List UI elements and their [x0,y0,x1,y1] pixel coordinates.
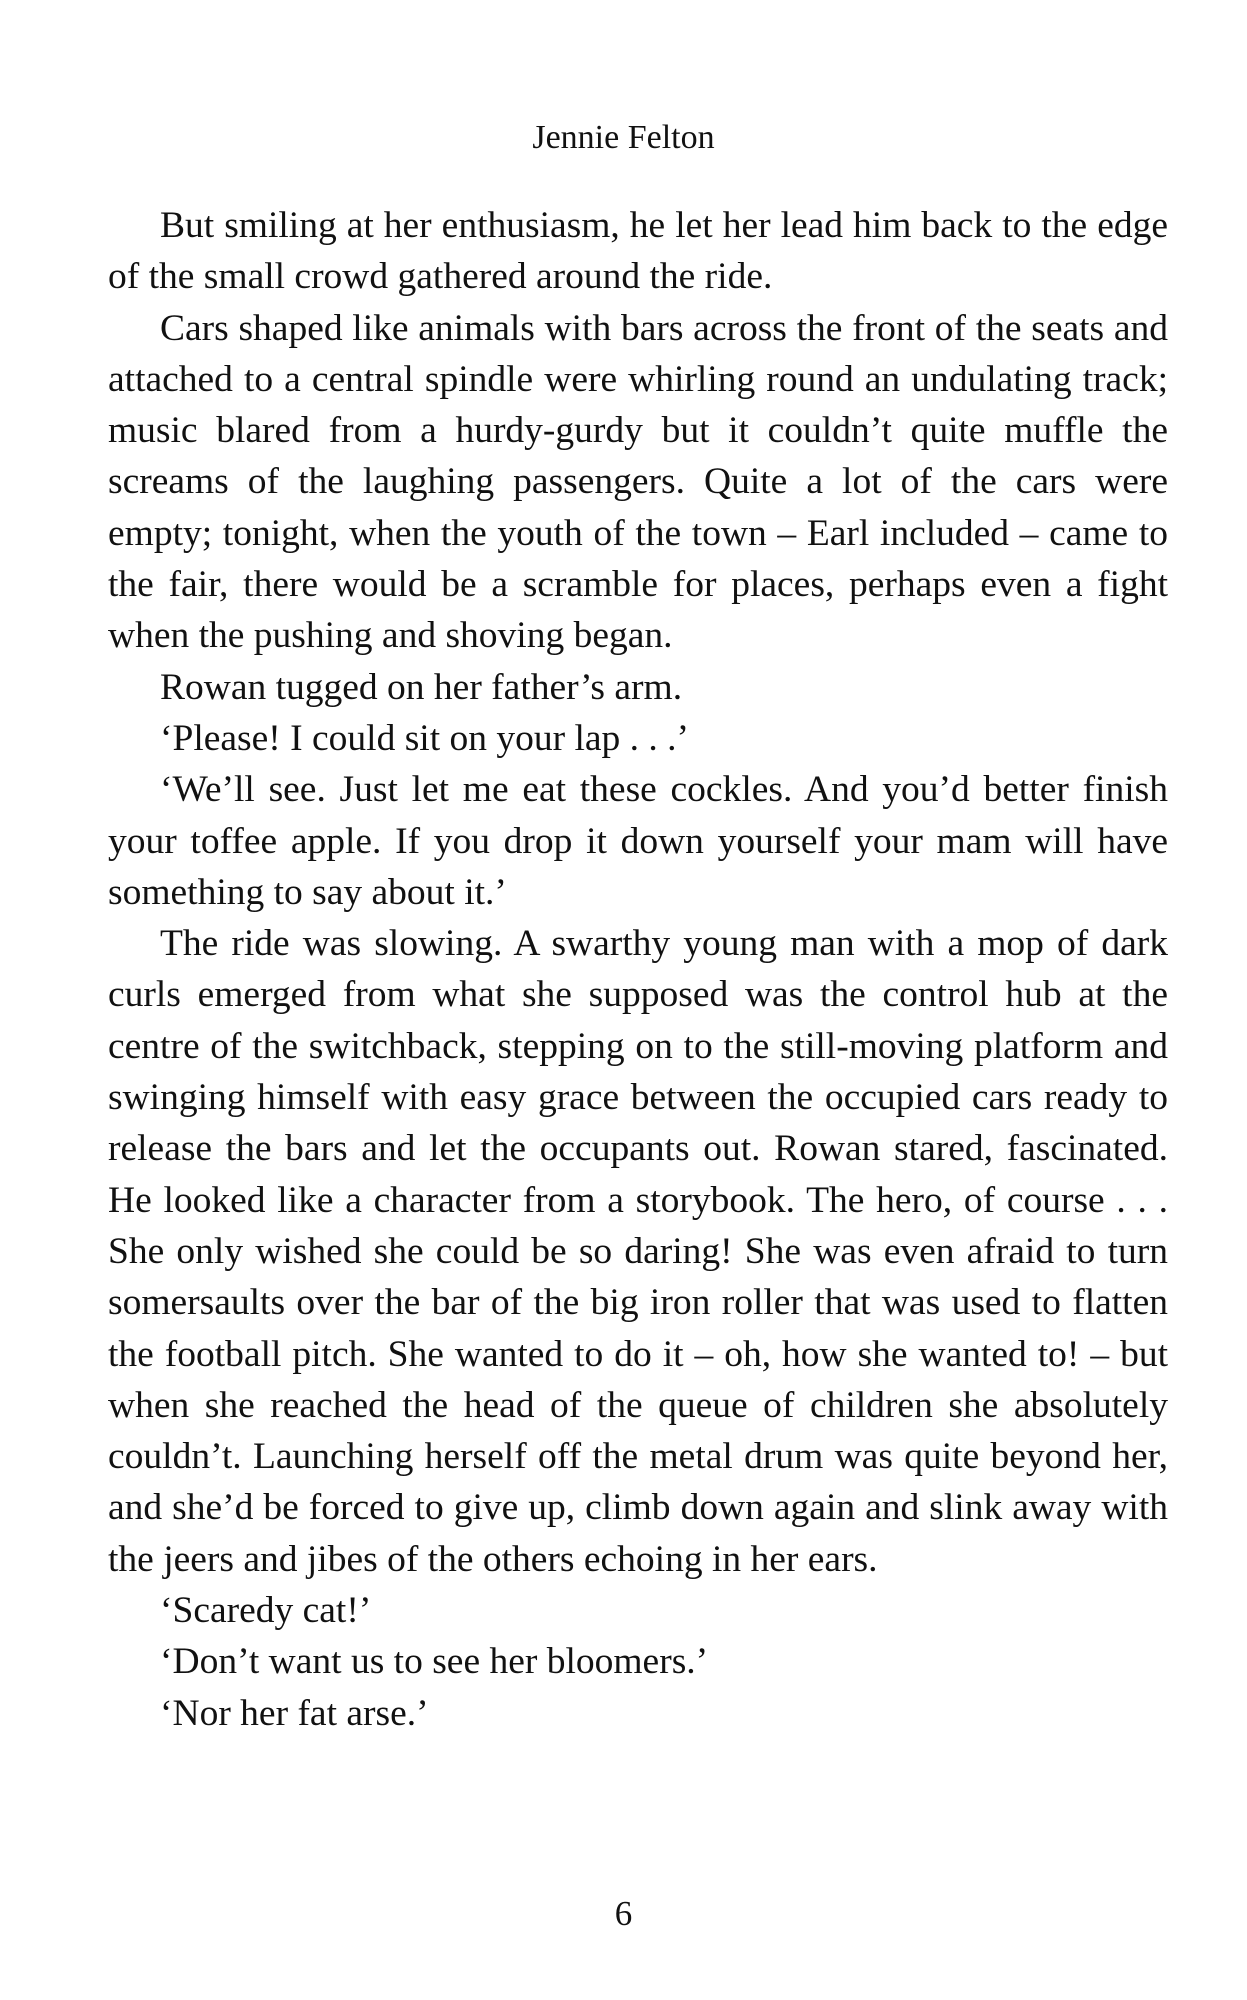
paragraph: ‘Scaredy cat!’ [160,1590,372,1632]
paragraph: The ride was slowing. A swarthy young man with a mop of dark curls emerged from what she supposed was the control hub at the centre of the switchback, stepping on to the still-moving platform and swinging himself with easy grace between the occupied cars ready to release the bars and let the occupants out. Rowan stared, fascinated. He looked like a character from a storybook. The hero, of course . . . She only wished she could be so daring! She was even afraid to turn somersaults over the bar of the big iron roller that was used to flatten the football pitch. She wanted to do it – oh, how she wanted to! – but when she reached the head of the queue of children she absolutely couldn’t. Launching herself off the metal drum was quite beyond her, and she’d be forced to give up, climb down again and slink away with the jeers and jibes of the others echoing in her ears. [108,923,1168,1580]
paragraph: Cars shaped like animals with bars across the front of the seats and attached to a central spindle were whirling round an undulating track; music blared from a hurdy-gurdy but it couldn’t quite muffle the screams of the laughing passengers. Quite a lot of the cars were empty; tonight, when the youth of the town – Earl included – came to the fair, there would be a scramble for places, perhaps even a fight when the pushing and shoving began. [108,307,1168,657]
body-text [108,200,1168,1739]
paragraph: ‘We’ll see. Just let me eat these cockles. And you’d better finish your toffee apple. If you drop it down yourself your mam will have something to say about it.’ [108,769,1168,913]
page-number: 6 [614,1894,633,1933]
running-head-author: Jennie Felton [532,119,715,156]
paragraph: ‘Don’t want us to see her bloomers.’ [160,1641,709,1683]
paragraph: But smiling at her enthusiasm, he let her lead him back to the edge of the small crowd gathered around the ride. [108,205,1168,298]
paragraph: Rowan tugged on her father’s arm. [160,666,683,708]
paragraph: ‘Please! I could sit on your lap . . .’ [160,717,690,759]
paragraph: ‘Nor her fat arse.’ [160,1692,429,1734]
